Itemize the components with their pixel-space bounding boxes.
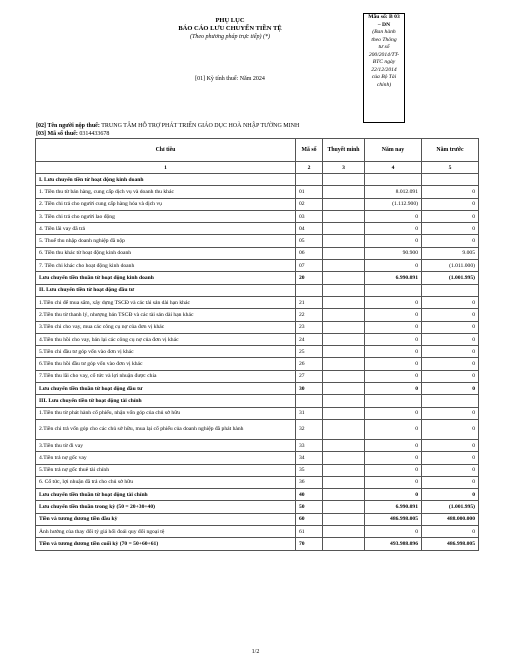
row-label: 3. Tiền chi trả cho người lao động xyxy=(36,210,296,222)
row-previous-year: 0 xyxy=(422,358,479,370)
section-row xyxy=(36,284,479,296)
row-code: 35 xyxy=(296,464,323,476)
row-current-year: 0 xyxy=(365,358,422,370)
row-note xyxy=(323,538,365,550)
table-row xyxy=(36,526,479,538)
row-label: Lưu chuyển tiền thuần trong kỳ (50 = 20+30+40) xyxy=(36,501,296,513)
column-number: 4 xyxy=(365,162,422,174)
row-label: Lưu chuyển tiền thuần từ hoạt động đầu tư xyxy=(36,383,296,395)
report-subtitle: BÁO CÁO LƯU CHUYỂN TIỀN TỆ xyxy=(178,25,282,32)
row-note xyxy=(323,235,365,247)
row-previous-year: 0 xyxy=(422,309,479,321)
row-current-year: 0 xyxy=(365,210,422,222)
table-row xyxy=(36,383,479,395)
row-previous-year: 0 xyxy=(422,464,479,476)
row-code: 25 xyxy=(296,346,323,358)
page-number: 1/2 xyxy=(251,649,260,655)
row-label: Tiền và tương đương tiền cuối kỳ (70 = 50+60+61) xyxy=(36,538,296,550)
row-note xyxy=(323,419,365,439)
form-code-line1: Mẫu số: B 03 xyxy=(368,14,400,20)
row-code: 02 xyxy=(296,198,323,210)
column-number: 3 xyxy=(323,162,365,174)
row-code: 33 xyxy=(296,439,323,451)
form-note-line: 200/2014/TT- xyxy=(368,51,400,58)
row-label: 5. Thuế thu nhập doanh nghiệp đã nộp xyxy=(36,235,296,247)
table-header-row xyxy=(36,139,479,162)
row-label: 4.Tiền thu hồi cho vay, bán lại các công cụ nợ của đơn vị khác xyxy=(36,333,296,345)
row-previous-year: 0 xyxy=(422,321,479,333)
cash-flow-table xyxy=(35,138,479,551)
tax-code-label: [03] Mã số thuế: xyxy=(36,131,78,137)
row-label: 7.Tiền thu lãi cho vay, cổ tức và lợi nhuận được chia xyxy=(36,370,296,382)
row-note xyxy=(323,358,365,370)
row-note xyxy=(323,223,365,235)
row-current-year: 6.990.091 xyxy=(365,501,422,513)
row-current-year: 0 xyxy=(365,321,422,333)
row-code: 06 xyxy=(296,247,323,259)
row-label: 4.Tiền trả nợ gốc vay xyxy=(36,452,296,464)
row-label: II. Lưu chuyển tiền từ hoạt động đầu tư xyxy=(36,284,296,296)
row-code: 07 xyxy=(296,260,323,272)
column-number-row xyxy=(36,162,479,174)
row-code: 70 xyxy=(296,538,323,550)
form-note-line: BTC ngày xyxy=(372,59,396,65)
row-current-year xyxy=(365,174,422,186)
row-note xyxy=(323,526,365,538)
row-note xyxy=(323,452,365,464)
row-code: 22 xyxy=(296,309,323,321)
row-previous-year: 0 xyxy=(422,407,479,419)
table-row xyxy=(36,296,479,308)
table-row xyxy=(36,260,479,272)
row-note xyxy=(323,439,365,451)
table-row xyxy=(36,538,479,550)
table-row xyxy=(36,513,479,525)
row-note xyxy=(323,260,365,272)
header-current-year: Năm nay xyxy=(365,139,422,162)
table-row xyxy=(36,309,479,321)
row-label: Tiền và tương đương tiền đầu kỳ xyxy=(36,513,296,525)
row-note xyxy=(323,395,365,407)
row-label: 6. Cổ tức, lợi nhuận đã trả cho chủ sở hữu xyxy=(36,476,296,488)
row-code: 50 xyxy=(296,501,323,513)
row-previous-year: 0 xyxy=(422,198,479,210)
row-label: III. Lưu chuyển tiền từ hoạt động tài chính xyxy=(36,395,296,407)
table-row xyxy=(36,346,479,358)
row-label: Ảnh hưởng của thay đổi tỷ giá hối đoái quy đổi ngoại tệ xyxy=(36,526,296,538)
row-current-year: 0 xyxy=(365,419,422,439)
row-code: 21 xyxy=(296,296,323,308)
row-code: 60 xyxy=(296,513,323,525)
row-previous-year: (1.011.000) xyxy=(422,260,479,272)
table-row xyxy=(36,247,479,259)
row-current-year: 8.012.091 xyxy=(365,186,422,198)
row-current-year: 0 xyxy=(365,476,422,488)
row-note xyxy=(323,309,365,321)
table-row xyxy=(36,370,479,382)
row-note xyxy=(323,321,365,333)
row-label: 2. Tiền chi trả cho người cung cấp hàng hóa và dịch vụ xyxy=(36,198,296,210)
table-row xyxy=(36,489,479,501)
taxpayer-name-label: [02] Tên người nộp thuế: xyxy=(36,123,100,129)
form-note-line: chính) xyxy=(376,81,392,88)
header-code: Mã số xyxy=(296,139,323,162)
row-code: 31 xyxy=(296,407,323,419)
row-current-year: 0 xyxy=(365,309,422,321)
row-current-year: 0 xyxy=(365,439,422,451)
table-row xyxy=(36,452,479,464)
row-previous-year: 0 xyxy=(422,383,479,395)
row-note xyxy=(323,198,365,210)
row-current-year: 0 xyxy=(365,464,422,476)
table-row xyxy=(36,358,479,370)
row-code xyxy=(296,284,323,296)
table-row xyxy=(36,439,479,451)
row-code: 36 xyxy=(296,476,323,488)
row-previous-year: 0 xyxy=(422,223,479,235)
row-code: 04 xyxy=(296,223,323,235)
report-title: PHỤ LỤC xyxy=(215,17,245,24)
table-row xyxy=(36,210,479,222)
row-previous-year: 0 xyxy=(422,346,479,358)
row-note xyxy=(323,407,365,419)
tax-period: [01] Kỳ tính thuế: Năm 2024 xyxy=(195,76,265,82)
row-previous-year: 0 xyxy=(422,526,479,538)
row-label: 2.Tiền thu từ thanh lý, nhượng bán TSCĐ và các tài sản dài hạn khác xyxy=(36,309,296,321)
row-label: 2.Tiền chi trả vốn góp cho các chủ sở hữu, mua lại cổ phiếu của doanh nghiệp đã phát hành xyxy=(36,419,296,439)
row-previous-year: (1.001.995) xyxy=(422,272,479,284)
header-previous-year: Năm trước xyxy=(422,139,479,162)
row-label: 6. Tiền thu khác từ hoạt động kinh doanh xyxy=(36,247,296,259)
row-previous-year: 0 xyxy=(422,452,479,464)
taxpayer-name-value: TRUNG TÂM HỖ TRỢ PHÁT TRIỂN GIÁO DỤC HOÀ NHẬP TƯỜNG MINH xyxy=(101,123,300,129)
table-row xyxy=(36,272,479,284)
table-row xyxy=(36,321,479,333)
row-note xyxy=(323,489,365,501)
row-label: 6.Tiền thu hồi đầu tư góp vốn vào đơn vị khác xyxy=(36,358,296,370)
row-previous-year: 0 xyxy=(422,210,479,222)
row-label: 7. Tiền chi khác cho hoạt động kinh doanh xyxy=(36,260,296,272)
row-note xyxy=(323,186,365,198)
row-label: Lưu chuyển tiền thuần từ hoạt động tài chính xyxy=(36,489,296,501)
form-note-line: tư số xyxy=(378,44,390,50)
table-row xyxy=(36,501,479,513)
row-note xyxy=(323,476,365,488)
row-current-year: 486.998.005 xyxy=(365,513,422,525)
row-code: 32 xyxy=(296,419,323,439)
row-previous-year: 0 xyxy=(422,439,479,451)
row-code: 26 xyxy=(296,358,323,370)
form-note-line: theo Thông xyxy=(371,36,397,43)
row-previous-year: 0 xyxy=(422,186,479,198)
row-current-year: 493.988.096 xyxy=(365,538,422,550)
row-current-year xyxy=(365,395,422,407)
row-previous-year: (1.001.995) xyxy=(422,501,479,513)
form-note-line: (Ban hành xyxy=(372,29,396,35)
row-note xyxy=(323,296,365,308)
row-previous-year: 0 xyxy=(422,419,479,439)
header-indicator: Chỉ tiêu xyxy=(36,139,296,162)
taxpayer-name-line xyxy=(36,122,299,130)
row-current-year: 0 xyxy=(365,346,422,358)
form-code-box xyxy=(363,13,405,123)
row-label: 1.Tiền thu từ phát hành cổ phiếu, nhận vốn góp của chủ sở hữu xyxy=(36,407,296,419)
row-current-year: 6.990.091 xyxy=(365,272,422,284)
row-code: 05 xyxy=(296,235,323,247)
row-code: 30 xyxy=(296,383,323,395)
row-current-year: 90.900 xyxy=(365,247,422,259)
report-method: (Theo phương pháp trực tiếp) (*) xyxy=(190,34,270,40)
row-code: 23 xyxy=(296,321,323,333)
row-current-year: 0 xyxy=(365,489,422,501)
row-current-year: 0 xyxy=(365,235,422,247)
column-number: 5 xyxy=(422,162,479,174)
row-current-year: 0 xyxy=(365,526,422,538)
table-row xyxy=(36,186,479,198)
row-previous-year: 0 xyxy=(422,235,479,247)
row-note xyxy=(323,370,365,382)
row-current-year: 0 xyxy=(365,383,422,395)
row-previous-year: 9.005 xyxy=(422,247,479,259)
row-previous-year: 0 xyxy=(422,489,479,501)
row-note xyxy=(323,383,365,395)
row-note xyxy=(323,174,365,186)
form-code-line2: – DN xyxy=(377,21,391,28)
row-previous-year xyxy=(422,395,479,407)
row-current-year: 0 xyxy=(365,370,422,382)
row-note xyxy=(323,346,365,358)
row-current-year: 0 xyxy=(365,333,422,345)
row-previous-year: 0 xyxy=(422,476,479,488)
row-label: 3.Tiền chi cho vay, mua các công cụ nợ của đơn vị khác xyxy=(36,321,296,333)
tax-code-line xyxy=(36,130,109,138)
row-previous-year: 0 xyxy=(422,370,479,382)
row-code: 01 xyxy=(296,186,323,198)
row-label: 1. Tiền thu từ bán hàng, cung cấp dịch vụ và doanh thu khác xyxy=(36,186,296,198)
form-note-line: của Bộ Tài xyxy=(371,74,397,80)
row-previous-year: 0 xyxy=(422,333,479,345)
row-note xyxy=(323,284,365,296)
table-row xyxy=(36,476,479,488)
report-header xyxy=(130,17,330,42)
row-previous-year xyxy=(422,174,479,186)
row-code: 40 xyxy=(296,489,323,501)
row-code: 61 xyxy=(296,526,323,538)
row-note xyxy=(323,210,365,222)
row-current-year: 0 xyxy=(365,296,422,308)
form-note-line: 22/12/2014 xyxy=(371,66,397,73)
row-code: 34 xyxy=(296,452,323,464)
row-code: 03 xyxy=(296,210,323,222)
table-row xyxy=(36,235,479,247)
row-note xyxy=(323,513,365,525)
section-row xyxy=(36,174,479,186)
row-code: 24 xyxy=(296,333,323,345)
row-code: 27 xyxy=(296,370,323,382)
row-label: Lưu chuyển tiền thuần từ hoạt động kinh doanh xyxy=(36,272,296,284)
column-number: 2 xyxy=(296,162,323,174)
row-label: 5.Tiền trả nợ gốc thuê tài chính xyxy=(36,464,296,476)
row-label: 1.Tiền chi để mua sắm, xây dựng TSCĐ và các tài sản dài hạn khác xyxy=(36,296,296,308)
header-note: Thuyết minh xyxy=(323,139,365,162)
row-current-year: 0 xyxy=(365,407,422,419)
row-previous-year: 0 xyxy=(422,296,479,308)
row-current-year: 0 xyxy=(365,223,422,235)
table-row xyxy=(36,333,479,345)
row-label: 4. Tiền lãi vay đã trả xyxy=(36,223,296,235)
table-row xyxy=(36,407,479,419)
section-row xyxy=(36,395,479,407)
row-current-year: (1.112.900) xyxy=(365,198,422,210)
row-current-year xyxy=(365,284,422,296)
row-previous-year xyxy=(422,284,479,296)
table-row xyxy=(36,464,479,476)
row-current-year: 0 xyxy=(365,452,422,464)
row-note xyxy=(323,247,365,259)
row-label: 5.Tiền chi đầu tư góp vốn vào đơn vị khác xyxy=(36,346,296,358)
tax-code-value: 0314433678 xyxy=(79,131,110,137)
row-note xyxy=(323,501,365,513)
column-number: 1 xyxy=(36,162,296,174)
row-label: I. Lưu chuyển tiền từ hoạt động kinh doanh xyxy=(36,174,296,186)
row-code xyxy=(296,174,323,186)
row-current-year: 0 xyxy=(365,260,422,272)
table-row xyxy=(36,198,479,210)
table-row xyxy=(36,223,479,235)
row-note xyxy=(323,464,365,476)
row-code: 20 xyxy=(296,272,323,284)
row-note xyxy=(323,272,365,284)
row-label: 3.Tiền thu từ đi vay xyxy=(36,439,296,451)
row-note xyxy=(323,333,365,345)
row-code xyxy=(296,395,323,407)
row-previous-year: 488.000.000 xyxy=(422,513,479,525)
row-previous-year: 486.998.005 xyxy=(422,538,479,550)
table-row xyxy=(36,419,479,439)
